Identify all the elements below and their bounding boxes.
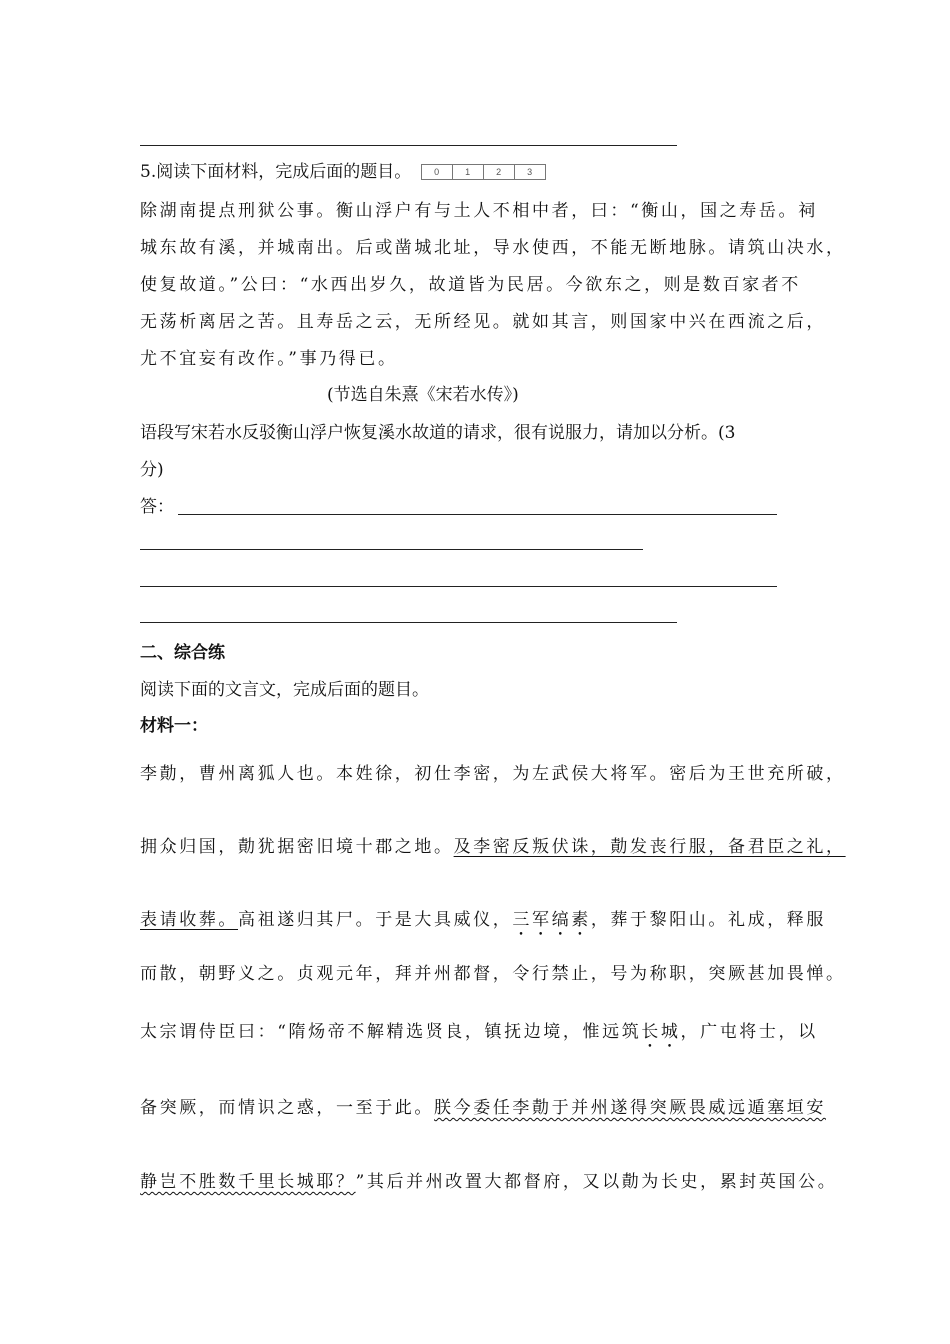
underlined-sentence-1a: 及李密反叛伏诛，勣发丧行服，备君臣之礼， bbox=[453, 837, 846, 857]
score-option-0[interactable]: 0 bbox=[421, 164, 453, 180]
material-1-label: 材料一： bbox=[140, 716, 208, 735]
dotted-phrase-sanjun-gaosu: 三军缟素 bbox=[512, 910, 591, 930]
passage-line-5: 尤不宜妄有改作。”事乃得已。 bbox=[140, 349, 398, 369]
material-line-3-plain-b: ，葬于黎阳山。礼成，释服 bbox=[590, 910, 827, 930]
passage-line-1: 除湖南提点刑狱公事。衡山浮户有与土人不相中者，曰：“衡山，国之寿岳。祠 bbox=[140, 201, 818, 221]
answer-line-1[interactable] bbox=[178, 514, 777, 515]
material-line-7 bbox=[140, 1172, 837, 1192]
passage-line-4: 无荡析离居之苦。且寿岳之云，无所经见。就如其言，则国家中兴在西流之后， bbox=[140, 312, 826, 332]
underlined-sentence-1b: 表请收葬。 bbox=[140, 910, 238, 930]
answer-line-3[interactable] bbox=[140, 586, 777, 587]
score-box bbox=[421, 160, 545, 180]
material-line-2-plain: 拥众归国，勣犹据密旧境十郡之地。 bbox=[140, 837, 454, 857]
answer-line-top bbox=[140, 145, 677, 146]
material-line-3-plain-a: 高祖遂归其尸。于是大具威仪， bbox=[238, 910, 513, 930]
question-5-title-row bbox=[140, 162, 545, 183]
material-line-2 bbox=[140, 837, 846, 857]
question-5-prompt-line-1: 语段写宋若水反驳衡山浮户恢复溪水故道的请求，很有说服力，请加以分析。(3 bbox=[140, 423, 736, 443]
section-2-instruction: 阅读下面的文言文，完成后面的题目。 bbox=[140, 680, 429, 700]
score-option-3[interactable]: 3 bbox=[514, 164, 546, 180]
score-option-2[interactable]: 2 bbox=[483, 164, 515, 180]
material-line-5-plain-a: 太宗谓侍臣曰：“隋炀帝不解精选贤良，镇抚边境，惟远筑 bbox=[140, 1022, 642, 1042]
question-5-prompt-line-2: 分) bbox=[140, 460, 164, 480]
passage-source: (节选自朱熹《宋若水传》) bbox=[327, 385, 519, 405]
material-line-3 bbox=[140, 910, 826, 940]
passage-line-3: 使复故道。”公曰：“水西出岁久，故道皆为民居。今欲东之，则是数百家者不 bbox=[140, 275, 801, 295]
question-5-title: 5.阅读下面材料，完成后面的题目。 bbox=[140, 162, 412, 182]
answer-line-4[interactable] bbox=[140, 622, 677, 623]
material-line-6-plain: 备突厥，而情识之惑，一至于此。 bbox=[140, 1098, 434, 1118]
material-line-7-plain: ”其后并州改置大都督府，又以勣为长史，累封英国公。 bbox=[355, 1172, 838, 1192]
answer-line-2[interactable] bbox=[140, 549, 643, 550]
material-line-5-plain-b: ，广屯将士，以 bbox=[680, 1022, 818, 1042]
material-line-1: 李勣，曹州离狐人也。本姓徐，初仕李密，为左武侯大将军。密后为王世充所破， bbox=[140, 764, 846, 784]
passage-line-2: 城东故有溪，并城南出。后或凿城北址，导水使西，不能无断地脉。请筑山决水， bbox=[140, 238, 846, 258]
wavy-sentence-b: 静岂不胜数千里长城耶？ bbox=[140, 1172, 356, 1192]
material-line-6 bbox=[140, 1098, 826, 1118]
wavy-sentence-a: 朕今委任李勣于并州遂得突厥畏威远遁塞垣安 bbox=[434, 1098, 826, 1118]
section-2-heading: 二、综合练 bbox=[140, 643, 225, 662]
material-line-5 bbox=[140, 1022, 818, 1052]
answer-label: 答： bbox=[140, 497, 174, 517]
material-line-4: 而散，朝野义之。贞观元年，拜并州都督，令行禁止，号为称职，突厥甚加畏惮。 bbox=[140, 964, 846, 984]
dotted-word-changcheng: 长城 bbox=[641, 1022, 681, 1042]
score-option-1[interactable]: 1 bbox=[452, 164, 484, 180]
